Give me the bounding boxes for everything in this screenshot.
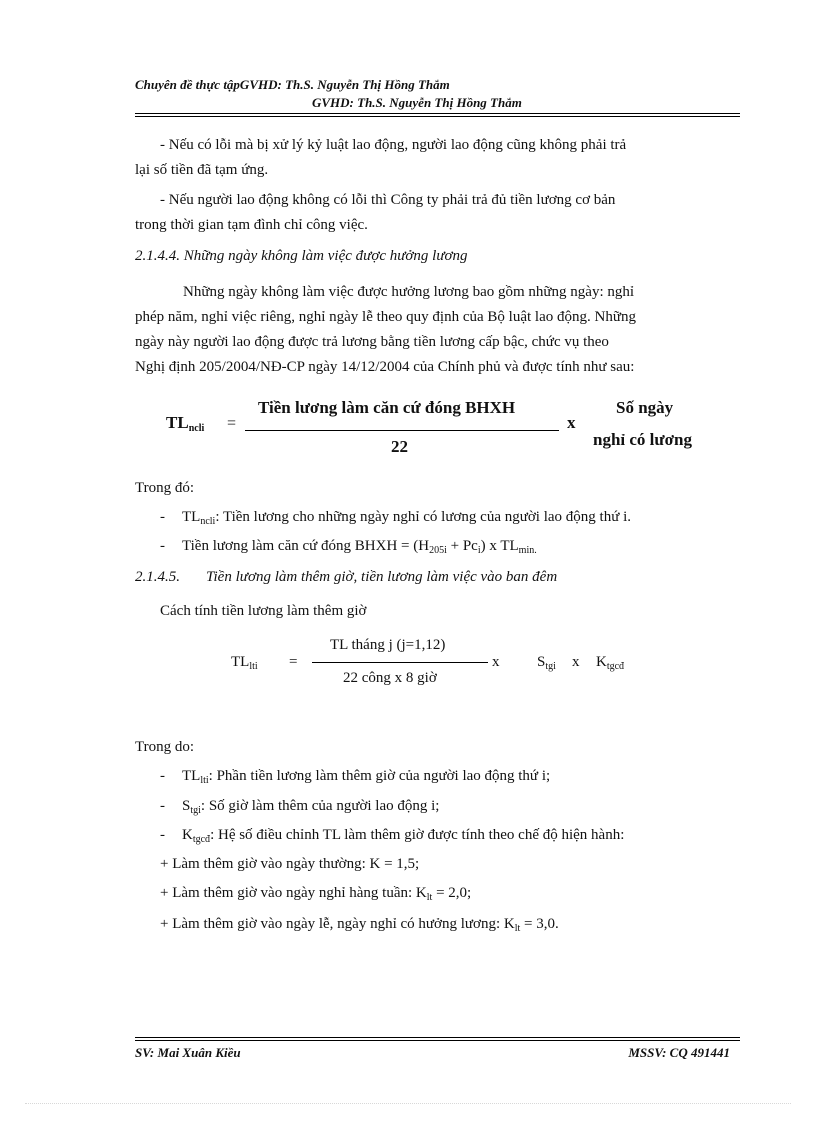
plus-item-2: + Làm thêm giờ vào ngày nghỉ hàng tuần: $K_{lt} = 2,0$; bbox=[160, 885, 472, 903]
section-1-body-line-3: ngày này người lao động được trả lương bằng tiền lương cấp bậc, chức vụ theo bbox=[135, 334, 609, 350]
formula-1-fraction-bar bbox=[245, 430, 559, 431]
paragraph-2-line-2: trong thời gian tạm đình chỉ công việc. bbox=[135, 217, 368, 233]
formula-1-equals: = bbox=[227, 415, 237, 432]
formula-1-rhs-top: Số ngày bbox=[616, 398, 674, 417]
formula-2-times-2: x bbox=[572, 654, 580, 670]
where-item-2: - Tiền lương làm căn cứ đóng BHXH = $(H_{205i} + Pc_i)$ x $TL_{min.}$ bbox=[160, 538, 537, 556]
where-2-item-3: - $K_{tgcđ}$: Hệ số điều chỉnh TL làm thêm giờ được tính theo chế độ hiện hành: bbox=[160, 827, 625, 845]
paragraph-1-line-1: - Nếu có lỗi mà bị xử lý kỷ luật lao động, người lao động cũng không phải trả bbox=[160, 137, 627, 153]
section-1-body-line-2: phép năm, nghỉ việc riêng, nghỉ ngày lễ theo quy định của Bộ luật lao động. Những bbox=[135, 309, 636, 325]
page-edge-dotted-line bbox=[25, 1103, 791, 1104]
plus-item-1: + Làm thêm giờ vào ngày thường: K = 1,5; bbox=[160, 856, 420, 872]
formula-2-times-1: x bbox=[492, 654, 500, 670]
formula-2-s: $S_{tgi}$ bbox=[537, 654, 556, 672]
formula-1-times: x bbox=[567, 413, 576, 432]
where-2-item-2: - $S_{tgi}$: Số giờ làm thêm của người lao động i; bbox=[160, 798, 440, 816]
formula-1-denominator: 22 bbox=[391, 437, 408, 456]
formula-1-lhs: $TL_{ncli}$ bbox=[166, 413, 205, 434]
formula-2-k: $K_{tgcđ}$ bbox=[596, 654, 625, 672]
section-1-body-line-4: Nghị định 205/2004/NĐ-CP ngày 14/12/2004 của Chính phủ và được tính như sau: bbox=[135, 359, 635, 375]
formula-2-numerator: TL tháng j (j=1,12) bbox=[330, 637, 446, 653]
where-label-2: Trong do: bbox=[135, 739, 195, 755]
section-1-body-line-1: Những ngày không làm việc được hưởng lương bao gồm những ngày: nghỉ bbox=[183, 284, 635, 300]
paragraph-2-line-1: - Nếu người lao động không có lỗi thì Công ty phải trả đủ tiền lương cơ bản bbox=[160, 192, 616, 208]
header-line-1: Chuyên đề thực tậpGVHD: Th.S. Nguyễn Thị Hồng Thắm bbox=[135, 77, 450, 92]
header-line-2: GVHD: Th.S. Nguyễn Thị Hồng Thắm bbox=[312, 95, 522, 110]
section-2-intro: Cách tính tiền lương làm thêm giờ bbox=[160, 603, 367, 619]
formula-1-rhs-bottom: nghỉ có lương bbox=[593, 430, 692, 449]
plus-item-3: + Làm thêm giờ vào ngày lễ, ngày nghỉ có hưởng lương: $K_{lt} = 3,0$. bbox=[160, 916, 559, 934]
formula-2-denominator: 22 công x 8 giờ bbox=[343, 670, 437, 686]
where-2-item-1: - $TL_{lti}$: Phần tiền lương làm thêm giờ của người lao động thứ i; bbox=[160, 768, 551, 786]
footer-student-id: MSSV: CQ 491441 bbox=[628, 1045, 730, 1060]
formula-2-lhs: $TL_{lti}$ bbox=[231, 654, 258, 672]
header-rule-bottom bbox=[135, 116, 740, 117]
formula-1-numerator: Tiền lương làm căn cứ đóng BHXH bbox=[258, 398, 516, 417]
section-title-2-1-4-4: 2.1.4.4. Những ngày không làm việc được hưởng lương bbox=[135, 248, 468, 264]
formula-2-equals: = bbox=[289, 654, 298, 670]
where-item-1: - $TL_{ncli}$: Tiền lương cho những ngày nghỉ có lương của người lao động thứ i. bbox=[160, 509, 631, 527]
footer-student: SV: Mai Xuân Kiều bbox=[135, 1045, 241, 1060]
where-label-1: Trong đó: bbox=[135, 480, 195, 496]
paragraph-1-line-2: lại số tiền đã tạm ứng. bbox=[135, 162, 269, 178]
footer-rule-top bbox=[135, 1037, 740, 1038]
footer-rule-bottom bbox=[135, 1040, 740, 1041]
header-rule-top bbox=[135, 113, 740, 114]
section-title-2-1-4-5: 2.1.4.5. Tiền lương làm thêm giờ, tiền lương làm việc vào ban đêm bbox=[135, 569, 558, 585]
formula-2-fraction-bar bbox=[312, 662, 488, 663]
